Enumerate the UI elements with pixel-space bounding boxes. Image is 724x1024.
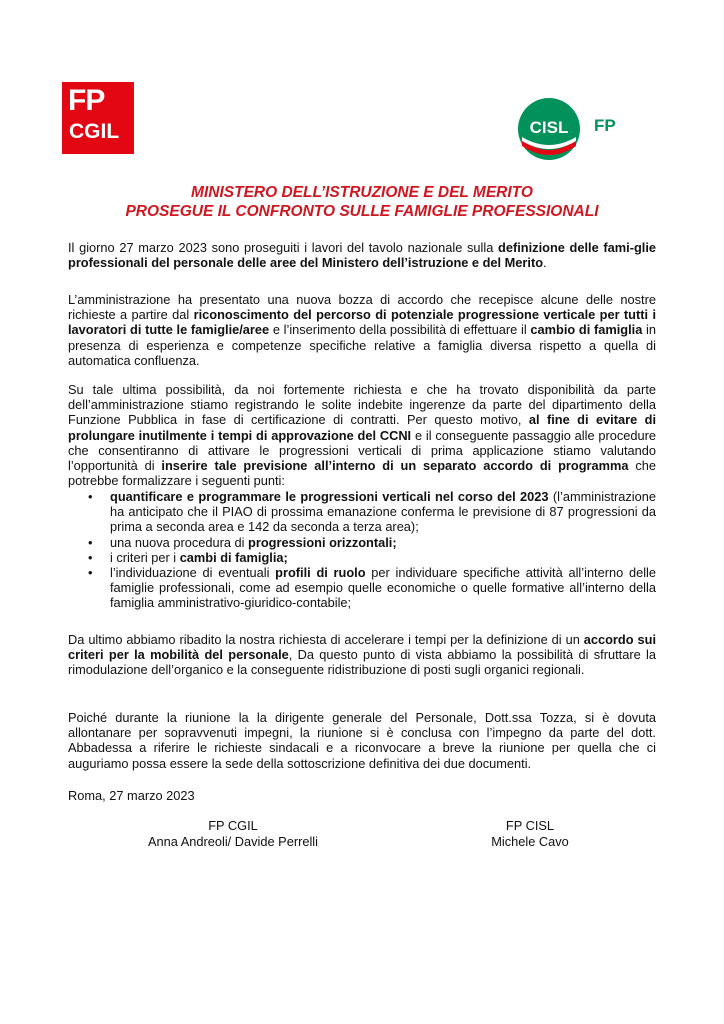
bullet-run: i criteri per i: [110, 549, 180, 565]
bullet-dot-icon: •: [88, 534, 93, 550]
signature-right-names: Michele Cavo: [491, 834, 569, 849]
cisl-fp-logo: [516, 96, 630, 162]
p3-run: che potrebbe formalizzare i seguenti punti:: [68, 458, 656, 489]
bullet-run: (l’amministrazione ha anticipato che il PIAO di prossima emanazione conferma le previsione di 87 progressioni da prima a seconda area e 142 da seconda a terza area);: [110, 489, 657, 535]
bullet-dot-icon: •: [88, 565, 93, 581]
p3-run: inserire tale previsione all’interno di un separato accordo di programma: [161, 458, 629, 474]
signature-left-org: FP CGIL: [208, 818, 258, 833]
p1-run: definizione delle fami-glie professionali del personale delle aree del Ministero dell’istruzione e del Merito: [68, 240, 657, 271]
bullet-run: cambi di famiglia;: [179, 549, 288, 565]
bullet-item: [68, 550, 656, 565]
bullet-item: [68, 489, 656, 535]
paragraph-5: [68, 710, 656, 771]
date-line: Roma, 27 marzo 2023: [68, 788, 195, 803]
bullet-run: una nuova procedura di: [110, 534, 249, 550]
p3-run: Su tale ultima possibilità, da noi fortemente richiesta e che ha trovato disponibilità da parte dell’amministrazione stiamo registrando le solite indebite ingerenze da parte del dipartimento della Funzione Pubblica in fase di certificazione di contratti. Per questo motivo,: [68, 382, 656, 428]
p4-run: accordo sui criteri per la mobilità del personale: [68, 632, 656, 663]
bullet-run: l’individuazione di eventuali: [110, 565, 276, 581]
signature-right: [470, 818, 590, 850]
bullet-run: quantificare e programmare le progressioni verticali nel corso del 2023: [110, 489, 549, 504]
p3-run: e il conseguente passaggio alle procedure che consentiranno di attivare le progressioni verticali di prima applicazione stiamo valutando l’opportunità di: [68, 427, 656, 474]
fp-cgil-logo: [62, 82, 134, 154]
p1-run: Il giorno 27 marzo 2023 sono proseguiti i lavori del tavolo nazionale sulla: [68, 240, 499, 255]
paragraph-4: [68, 632, 656, 678]
paragraph-3: [68, 382, 656, 488]
bullet-run: progressioni orizzontali;: [248, 534, 397, 550]
cisl-logo-text: CISL: [529, 118, 569, 137]
p2-run: L’amministrazione ha presentato una nuova bozza di accordo che recepisce alcune delle nostre richieste a partire dal: [68, 292, 656, 323]
p2-run: riconoscimento del percorso di potenziale progressione verticale per tutti i lavoratori di tutte le famiglie/aree: [68, 307, 657, 338]
paragraph-1: [68, 240, 656, 270]
p4-run: , Da questo punto di vista abbiamo la possibilità di sfruttare la rimodulazione dell’organico e la conseguente ridistribuzione di posti sugli organici regionali.: [68, 647, 656, 678]
p5-run: Poiché durante la riunione la la dirigente generale del Personale, Dott.ssa Tozza, si è dovuta allontanare per sopravvenuti impegni, la riunione si è conclusa con l’impegno da parte del dott. Abbadessa a riferire le richieste sindacali e a riconvocare a breve la riunione per quella che ci auguriamo possa essere la sede della sottoscrizione definitiva dei due documenti.: [68, 710, 656, 771]
p2-run: cambio di famiglia: [530, 322, 643, 338]
p2-run: e l’inserimento della possibilità di effettuare il: [269, 322, 531, 338]
p2-run: in presenza di esperienza e competenze specifiche relative a famiglia diversa rispetto a quella di automatica confluenza.: [68, 322, 656, 368]
title-line-1: MINISTERO DELL’ISTRUZIONE E DEL MERITO: [191, 184, 533, 201]
cisl-logo-fp-text: FP: [594, 116, 616, 135]
bullet-dot-icon: •: [88, 549, 93, 565]
fp-cgil-logo-cgil: CGIL: [69, 120, 120, 143]
signature-left: [143, 818, 323, 850]
bullet-item: [68, 565, 656, 611]
paragraph-2: [68, 292, 656, 368]
bullet-item: [68, 535, 656, 550]
bullet-list: [68, 489, 656, 611]
signature-right-org: FP CISL: [505, 818, 555, 833]
title-line-2: PROSEGUE IL CONFRONTO SULLE FAMIGLIE PROFESSIONALI: [125, 203, 599, 220]
fp-cgil-logo-fp: FP: [68, 84, 105, 117]
signature-left-names: Anna Andreoli/ Davide Perrelli: [147, 834, 318, 849]
p3-run: al fine di evitare di prolungare inutilmente i tempi di approvazione del CCNI: [68, 412, 657, 443]
bullet-dot-icon: •: [88, 489, 93, 504]
bullet-run: profili di ruolo: [275, 565, 366, 581]
bullet-run: per individuare specifiche attività all’interno delle famiglie professionali, come ad esempio quelle economiche o quelle formative all’interno della famiglia amministrativo-giuridico-contabile;: [110, 565, 656, 611]
p1-run: .: [543, 255, 547, 271]
p4-run: Da ultimo abbiamo ribadito la nostra richiesta di accelerare i tempi per la definizione di un: [68, 632, 584, 647]
